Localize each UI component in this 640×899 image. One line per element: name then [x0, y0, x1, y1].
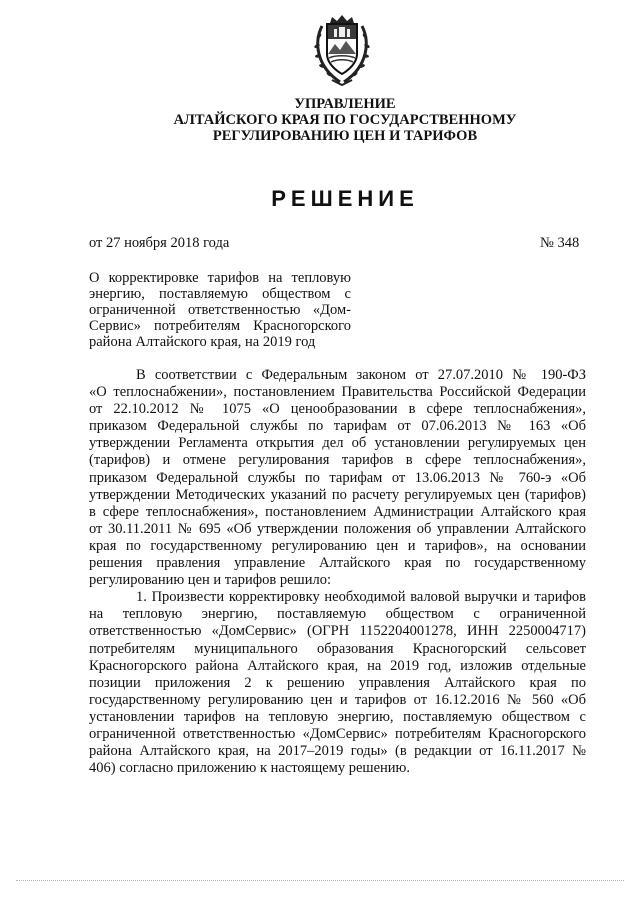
header-line: АЛТАЙСКОГО КРАЯ ПО ГОСУДАРСТВЕННОМУ	[173, 112, 517, 128]
subject-line: ограниченной ответственностью «Дом-	[89, 302, 351, 318]
document-body	[89, 367, 586, 777]
body-line: потребителям муниципального образования Красногорский сельсовет	[89, 640, 586, 657]
body-line: приказом Федеральной службы по тарифам от 13.06.2013 № 760-э «Об	[89, 469, 586, 486]
body-line: от 30.11.2011 № 695 «Об утверждении положения об управлении Алтайского	[89, 520, 586, 537]
page-bottom-divider	[16, 880, 624, 881]
body-line: (тарифов) и отмене регулирования тарифов в сфере теплоснабжения»,	[89, 452, 586, 469]
body-line: ограниченной ответственностью «ДомСервис» потребителям Красногорского	[89, 725, 586, 742]
document-subject	[89, 270, 351, 350]
body-line: приказом Федеральной службы по тарифам от 07.06.2013 № 163 «Об	[89, 418, 586, 435]
body-line: района Алтайского края, на 2017–2019 годы» (в редакции от 16.11.2017 №	[89, 743, 586, 760]
body-line: В соответствии с Федеральным законом от 27.07.2010 № 190-ФЗ	[136, 367, 586, 383]
subject-line: О корректировке тарифов на тепловую	[89, 270, 351, 286]
body-line: установлении тарифов на тепловую энергию, поставляемую обществом с	[89, 708, 586, 725]
altai-krai-coat-of-arms-icon	[310, 14, 374, 88]
body-line: на тепловую энергию, поставляемую обществом с ограниченной	[89, 606, 586, 623]
body-line: от 22.10.2012 № 1075 «О ценообразовании в сфере теплоснабжения»,	[89, 401, 586, 418]
authority-header	[150, 96, 540, 144]
body-line: «О теплоснабжении», постановлением Правительства Российской Федерации	[89, 384, 586, 401]
body-line: края по государственному регулированию цен и тарифов», на основании	[89, 537, 586, 554]
document-number: № 348	[540, 235, 580, 251]
subject-line: энергию, поставляемую обществом с	[89, 286, 351, 302]
body-line: решения правления управление Алтайского края по государственному	[89, 555, 586, 572]
body-line: регулированию цен и тарифов решило:	[89, 572, 331, 589]
body-line: позиции приложения 2 к решению управления Алтайского края по	[89, 674, 586, 691]
body-line: 406) согласно приложению к настоящему решению.	[89, 760, 410, 777]
body-line: утверждении Методических указаний по расчету регулируемых цен (тарифов)	[89, 486, 586, 503]
body-line: Красногорского района Алтайского края, на 2019 год, изложив отдельные	[89, 657, 586, 674]
subject-line: Сервис» потребителям Красногорского	[89, 318, 351, 334]
header-line: РЕГУЛИРОВАНИЮ ЦЕН И ТАРИФОВ	[212, 128, 478, 144]
body-line: государственному регулированию цен и тарифов от 16.12.2016 № 560 «Об	[89, 691, 586, 708]
document-date: от 27 ноября 2018 года	[89, 235, 230, 251]
subject-line: района Алтайского края, на 2019 год	[89, 334, 316, 350]
body-line: ответственностью «ДомСервис» (ОГРН 1152204001278, ИНН 2250004717)	[89, 623, 586, 640]
body-line: в сфере теплоснабжения», постановлением Администрации Алтайского края	[89, 503, 586, 520]
header-line: УПРАВЛЕНИЕ	[294, 96, 396, 112]
body-line: утверждении Регламента открытия дел об установлении регулируемых цен	[89, 435, 586, 452]
body-line: 1. Произвести корректировку необходимой валовой выручки и тарифов	[136, 589, 586, 606]
document-title: РЕШЕНИЕ	[271, 186, 419, 211]
